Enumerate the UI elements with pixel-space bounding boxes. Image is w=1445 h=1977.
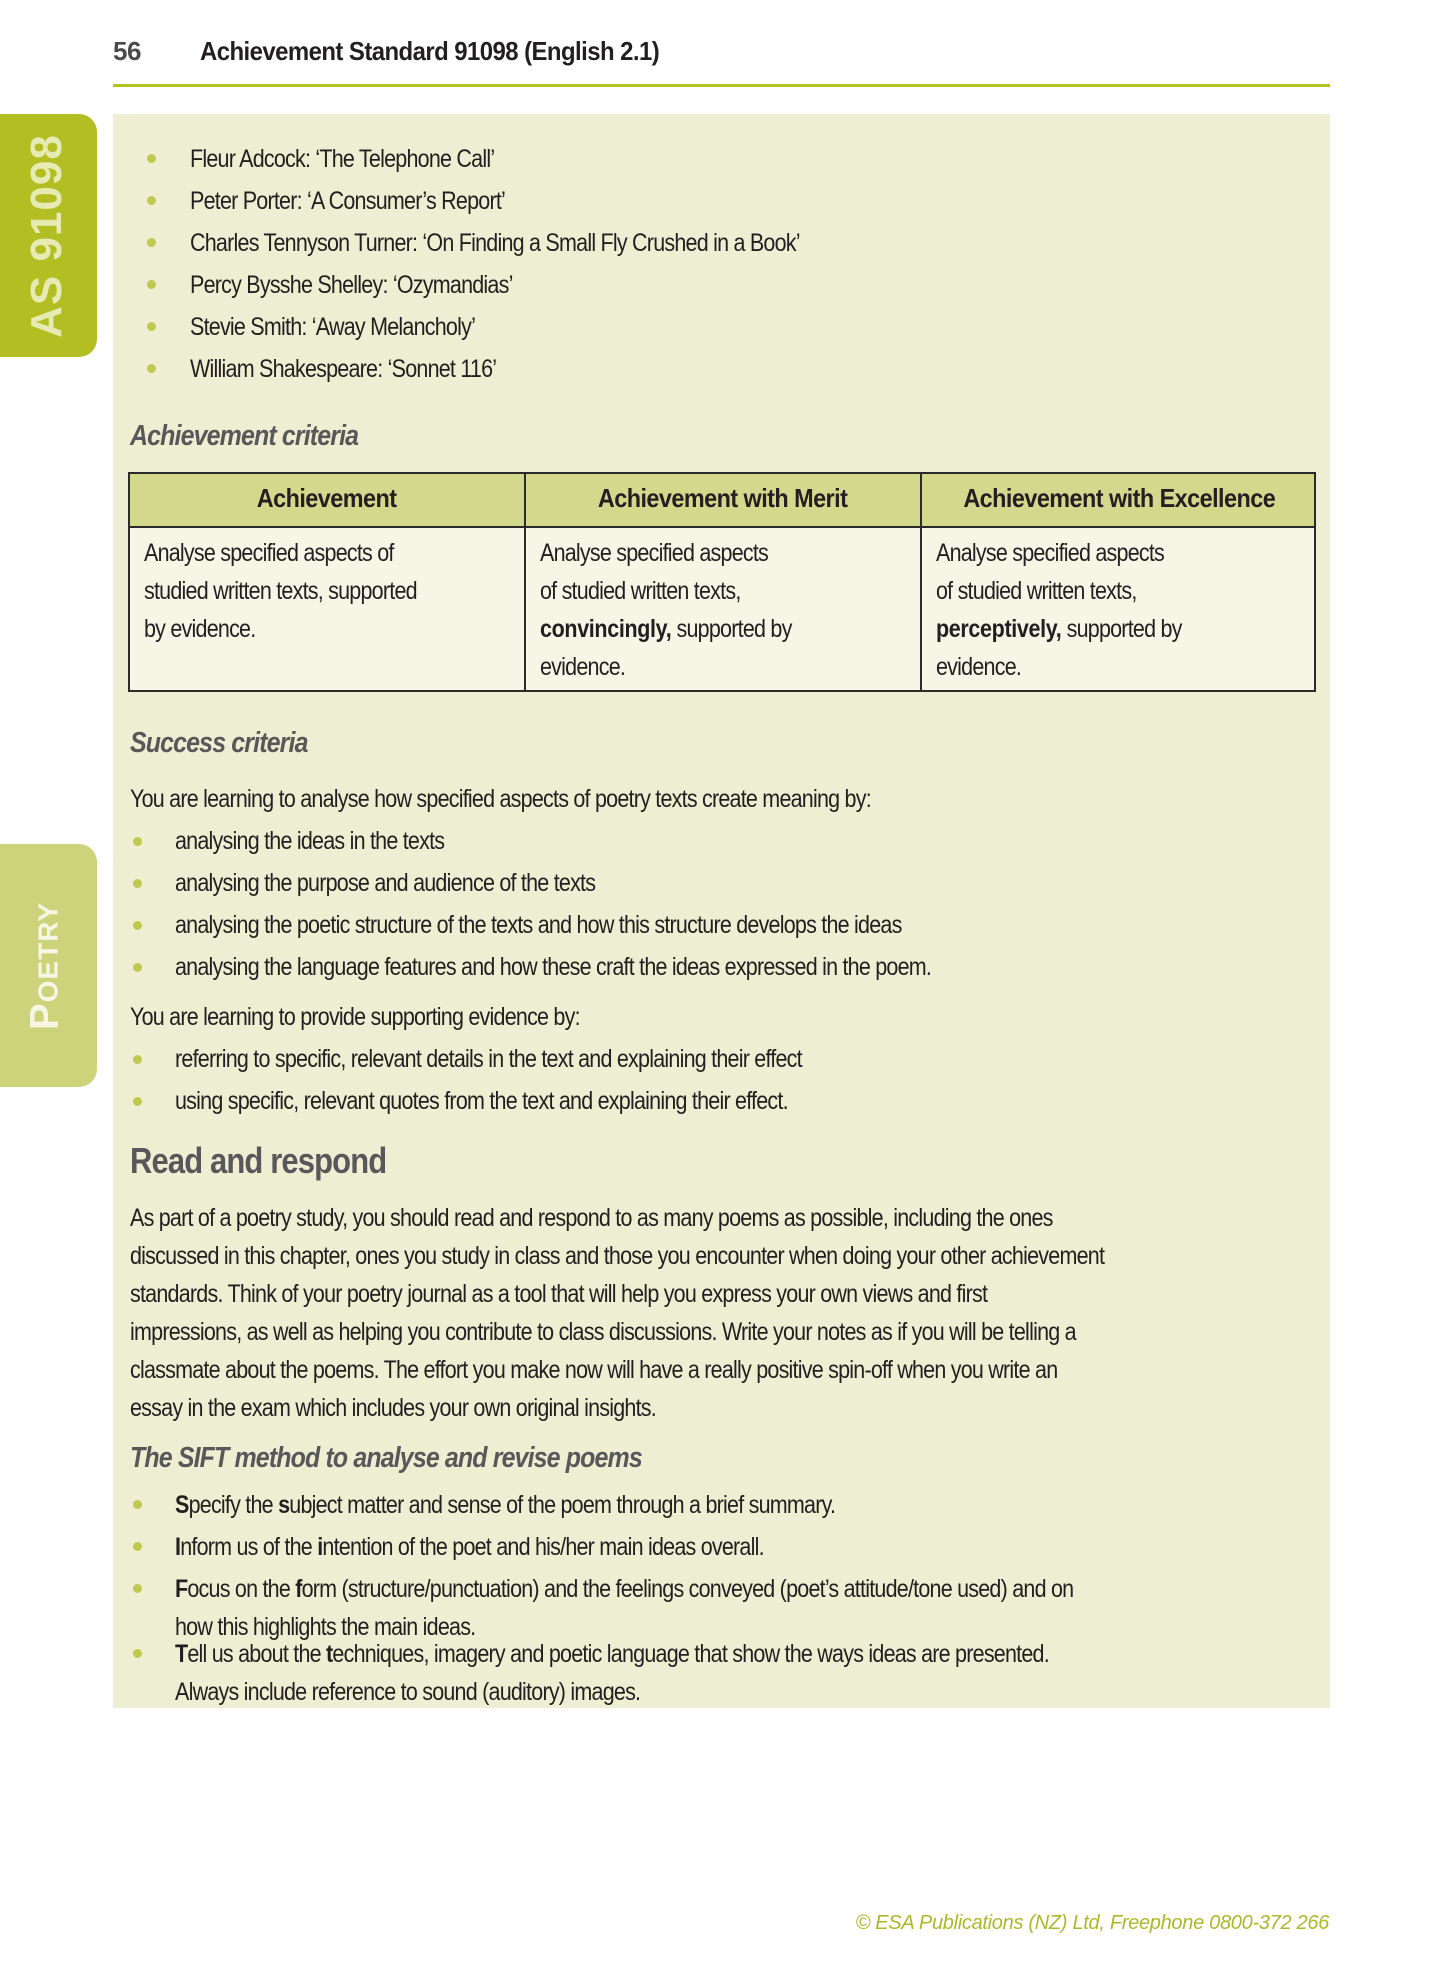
poem-item: Percy Bysshe Shelley: ‘Ozymandias’ [190, 271, 513, 299]
sift-letter: T [175, 1640, 188, 1668]
poem-item: William Shakespeare: ‘Sonnet 116’ [190, 355, 497, 383]
sift-letter: F [175, 1575, 188, 1603]
list-item-text: referring to specific, relevant details in the text and explaining their effect [175, 1045, 802, 1073]
copyright-footer: © ESA Publications (NZ) Ltd, Freephone 0800-372 266 [855, 1912, 1329, 1934]
bullet-icon [147, 238, 156, 247]
criteria-table [128, 472, 1316, 692]
table-cell-excellence: Analyse specified aspects of studied written texts, perceptively, supported by evidence. [936, 539, 1182, 681]
bullet-icon [133, 963, 142, 972]
read-and-respond-heading: Read and respond [130, 1140, 387, 1181]
paragraph-line: discussed in this chapter, ones you study in class and those you encounter when doing your other achievement [130, 1242, 1105, 1270]
paragraph-line: standards. Think of your poetry journal as a tool that will help you express your own views and first [130, 1280, 988, 1308]
section-tab-initial: P [22, 1001, 66, 1030]
emphasis-word: convincingly, [540, 615, 672, 643]
paragraph-line: impressions, as well as helping you contribute to class discussions. Write your notes as if you will be telling a [130, 1318, 1076, 1346]
emphasis-word: perceptively, [936, 615, 1062, 643]
sift-item-continuation: Always include reference to sound (auditory) images. [175, 1678, 641, 1706]
bullet-icon [147, 196, 156, 205]
bullet-icon [133, 837, 142, 846]
standard-side-tab [0, 114, 97, 357]
success-intro-analyse: You are learning to analyse how specified aspects of poetry texts create meaning by: [130, 785, 871, 813]
header-rule [113, 84, 1330, 87]
sift-letter: S [175, 1491, 189, 1519]
table-cell-achievement: Analyse specified aspects of studied written texts, supported by evidence. [144, 539, 417, 643]
paragraph-line: essay in the exam which includes your own original insights. [130, 1394, 656, 1422]
section-tab-rest: OETRY [32, 901, 63, 1002]
list-item-text: analysing the poetic structure of the texts and how this structure develops the ideas [175, 911, 902, 939]
bullet-icon [147, 322, 156, 331]
poem-item: Fleur Adcock: ‘The Telephone Call’ [190, 145, 495, 173]
sift-letter: t [326, 1640, 333, 1668]
page-number: 56 [113, 36, 141, 66]
standard-tab-label: AS 91098 [21, 133, 71, 338]
paragraph-line: classmate about the poems. The effort you make now will have a really positive spin-off when you write an [130, 1356, 1058, 1384]
bullet-icon [147, 364, 156, 373]
sift-heading: The SIFT method to analyse and revise poems [130, 1442, 642, 1474]
success-criteria-heading: Success criteria [130, 727, 308, 759]
table-cell-merit: Analyse specified aspects of studied written texts, convincingly, supported by evidence. [540, 539, 792, 681]
column-header-merit: Achievement with Merit [598, 483, 848, 513]
success-intro-evidence: You are learning to provide supporting evidence by: [130, 1003, 580, 1031]
bullet-icon [133, 1500, 142, 1509]
bullet-icon [133, 1649, 142, 1658]
list-item-text: analysing the ideas in the texts [175, 827, 445, 855]
list-item-text: using specific, relevant quotes from the text and explaining their effect. [175, 1087, 788, 1115]
sift-letter: I [175, 1533, 181, 1561]
bullet-icon [147, 280, 156, 289]
sift-item-continuation: how this highlights the main ideas. [175, 1613, 476, 1641]
sift-letter: f [295, 1575, 302, 1603]
list-item-text: analysing the purpose and audience of the texts [175, 869, 596, 897]
sift-letter: s [278, 1491, 290, 1519]
column-header-achievement: Achievement [257, 483, 397, 513]
column-header-excellence: Achievement with Excellence [963, 483, 1275, 513]
achievement-criteria-heading: Achievement criteria [130, 420, 359, 452]
section-tab-label [22, 901, 67, 1029]
bullet-icon [133, 1542, 142, 1551]
list-item-text: analysing the language features and how these craft the ideas expressed in the poem. [175, 953, 932, 981]
poem-item: Peter Porter: ‘A Consumer’s Report’ [190, 187, 506, 215]
paragraph-line: As part of a poetry study, you should read and respond to as many poems as possible, including the ones [130, 1204, 1053, 1232]
bullet-icon [133, 1584, 142, 1593]
bullet-icon [133, 1055, 142, 1064]
poem-item: Charles Tennyson Turner: ‘On Finding a Small Fly Crushed in a Book’ [190, 229, 800, 257]
page-title: Achievement Standard 91098 (English 2.1) [200, 36, 660, 66]
poem-item: Stevie Smith: ‘Away Melancholy’ [190, 313, 476, 341]
bullet-icon [147, 154, 156, 163]
sift-letter: i [317, 1533, 323, 1561]
bullet-icon [133, 879, 142, 888]
bullet-icon [133, 921, 142, 930]
section-side-tab-poetry [0, 844, 97, 1087]
bullet-icon [133, 1097, 142, 1106]
